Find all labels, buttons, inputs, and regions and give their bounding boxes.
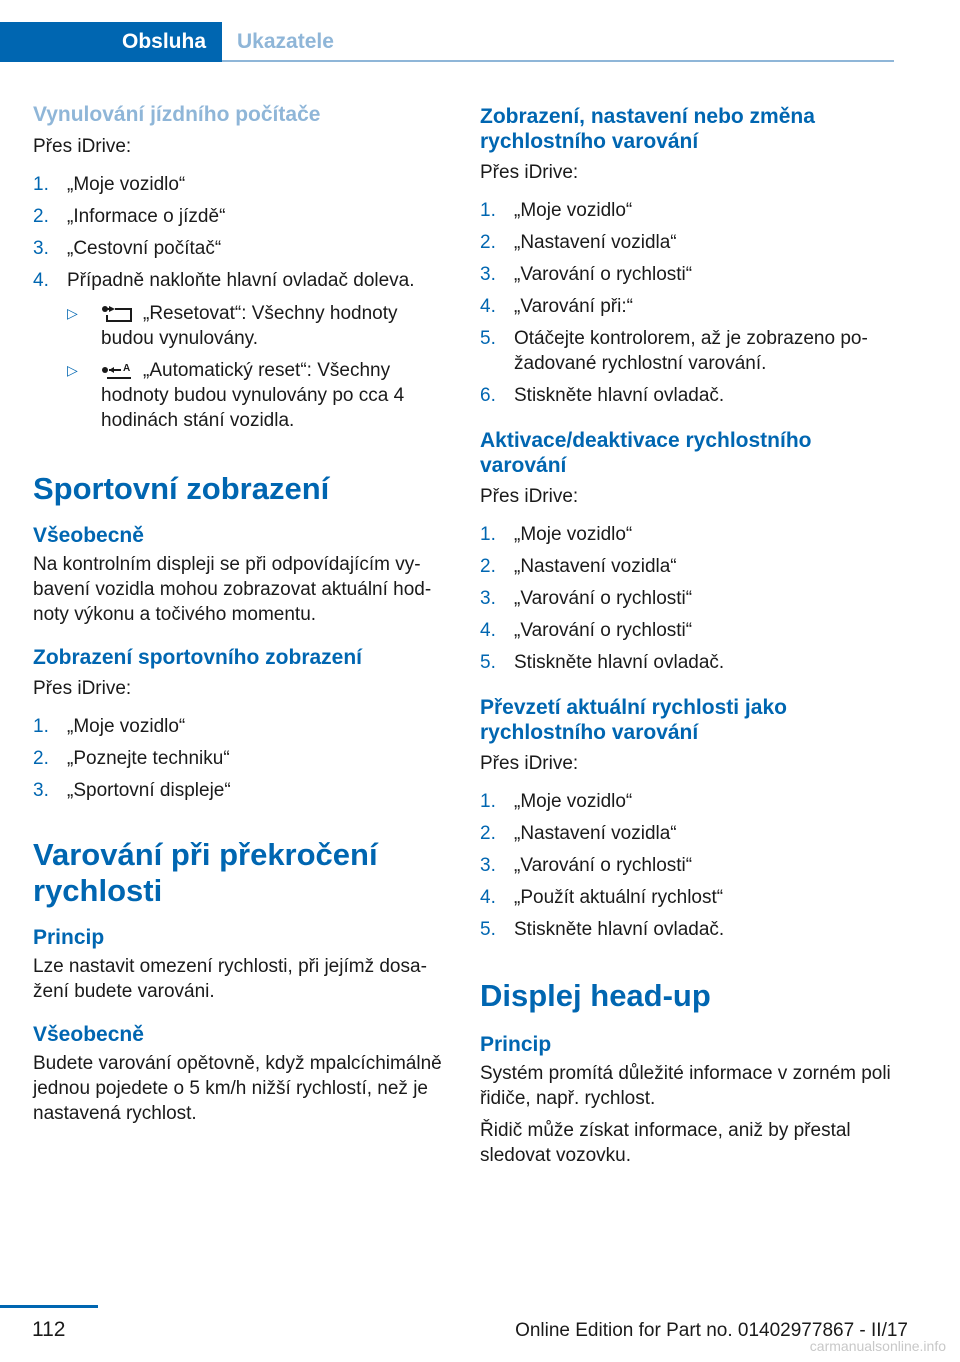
right-column bbox=[480, 100, 900, 1168]
sport-show-title: Zobrazení sportovního zobrazení bbox=[33, 646, 363, 669]
steps-show bbox=[480, 198, 900, 408]
section-title-reset: Vynulování jízdního počítače bbox=[33, 103, 321, 126]
page-number: 112 bbox=[32, 1318, 66, 1341]
hud-text-2: Řidič může získat informace, aniž by přestal sledovat vozovku. bbox=[480, 1120, 851, 1166]
heading-head-up-display: Displej head-up bbox=[480, 978, 711, 1013]
tab-ukazatele[interactable]: Ukazatele bbox=[237, 30, 334, 53]
sport-general-text: Na kontrolním displeji se při odpovídajícím vybavení vozidla mohou zobrazovat aktuální hodnoty výkonu a točivého momentu. bbox=[33, 554, 432, 625]
footer-accent-line bbox=[0, 1305, 98, 1308]
take-speed-title: Převzetí aktuální rychlosti jako rychlostního varování bbox=[480, 696, 787, 744]
left-column bbox=[33, 100, 453, 1126]
general-title: Všeobecně bbox=[33, 1023, 144, 1046]
triangle-bullet-icon: ▷ bbox=[67, 305, 78, 321]
list-item: 1. „Moje vozidlo“ bbox=[33, 716, 186, 737]
activation-title: Aktivace/deaktivace rychlostního varování bbox=[480, 429, 812, 477]
watermark: carmanualsonline.info bbox=[809, 1338, 946, 1354]
list-item: 2. „Informace o jízdě“ bbox=[33, 206, 226, 227]
list-item: 3. „Cestovní počítač“ bbox=[33, 238, 222, 259]
steps-sport bbox=[33, 714, 453, 803]
sub-item-reset: ▷ „Resetovat“: Všechny hodnoty budou vynulovány. bbox=[67, 303, 398, 349]
intro-idrive: Přes iDrive: bbox=[33, 136, 132, 157]
reset-icon bbox=[101, 305, 137, 323]
auto-reset-icon bbox=[101, 362, 137, 380]
list-item: 5. Otáčejte kontrolorem, až je zobrazeno požadované rychlostní varování. bbox=[480, 328, 868, 374]
hud-text-1: Systém promítá důležité informace v zorném poli řidiče, např. rychlost. bbox=[480, 1063, 891, 1109]
steps-take-speed bbox=[480, 789, 900, 942]
heading-sport-display: Sportovní zobrazení bbox=[33, 471, 330, 506]
sub-item-auto-reset: ▷ A „Automatický reset“: Všechny hodnoty budou vynulovány po cca 4 hodinách stání vozidla. bbox=[67, 360, 405, 431]
list-item: 2. „Nastavení vozidla“ bbox=[480, 556, 677, 577]
principle-title: Princip bbox=[33, 926, 105, 949]
tab-underline bbox=[222, 60, 894, 62]
list-item: 6. Stiskněte hlavní ovladač. bbox=[480, 385, 725, 406]
show-title: Zobrazení, nastavení nebo změna rychlostního varování bbox=[480, 105, 815, 153]
heading-speed-warning: Varování při překročení rychlosti bbox=[33, 837, 378, 908]
list-item: 2. „Poznejte techniku“ bbox=[33, 748, 230, 769]
steps-activation bbox=[480, 522, 900, 675]
list-item: 5. Stiskněte hlavní ovladač. bbox=[480, 652, 725, 673]
sub-options bbox=[67, 301, 453, 433]
list-item: 3. „Varování o rychlosti“ bbox=[480, 264, 693, 285]
principle-text: Lze nastavit omezení rychlosti, při jejímž dosažení budete varováni. bbox=[33, 956, 427, 1002]
triangle-bullet-icon: ▷ bbox=[67, 362, 78, 378]
tab-obsluha[interactable]: Obsluha bbox=[0, 22, 222, 62]
intro-idrive: Přes iDrive: bbox=[480, 486, 579, 507]
list-item: 4. „Varování při:“ bbox=[480, 296, 633, 317]
list-item: 4. Případně nakloňte hlavní ovladač doleva. ▷ „Resetovat“: Všechny hodnoty budou vynulovány. ▷ A „Automatický reset“: Všechny hodnoty budou vynulovány po cca 4 hodinách stání vozidla. bbox=[33, 268, 453, 433]
list-item: 4. „Použít aktuální rychlost“ bbox=[480, 887, 724, 908]
list-item: 3. „Varování o rychlosti“ bbox=[480, 855, 693, 876]
hud-principle-title: Princip bbox=[480, 1033, 552, 1056]
list-item: 1. „Moje vozidlo“ bbox=[480, 524, 633, 545]
list-item: 1. „Moje vozidlo“ bbox=[480, 791, 633, 812]
list-item: 1. „Moje vozidlo“ bbox=[33, 174, 186, 195]
svg-text:A: A bbox=[123, 362, 131, 374]
header-tabs bbox=[0, 0, 960, 62]
steps-reset bbox=[33, 172, 453, 433]
list-item: 1. „Moje vozidlo“ bbox=[480, 200, 633, 221]
general-text: Budete varování opětovně, když mpalcíchimálně jednou pojedete o 5 km/h nižší rychlostí, než je nastavená rychlost. bbox=[33, 1053, 442, 1124]
list-item: 2. „Nastavení vozidla“ bbox=[480, 823, 677, 844]
intro-idrive: Přes iDrive: bbox=[480, 753, 579, 774]
list-item: 5. Stiskněte hlavní ovladač. bbox=[480, 919, 725, 940]
list-item: 3. „Varování o rychlosti“ bbox=[480, 588, 693, 609]
sport-general-title: Všeobecně bbox=[33, 524, 144, 547]
intro-idrive: Přes iDrive: bbox=[33, 678, 132, 699]
list-item: 4. „Varování o rychlosti“ bbox=[480, 620, 693, 641]
list-item: 2. „Nastavení vozidla“ bbox=[480, 232, 677, 253]
list-item: 3. „Sportovní displeje“ bbox=[33, 780, 231, 801]
intro-idrive: Přes iDrive: bbox=[480, 162, 579, 183]
edition-note: Online Edition for Part no. 01402977867 - II/17 bbox=[515, 1320, 908, 1341]
